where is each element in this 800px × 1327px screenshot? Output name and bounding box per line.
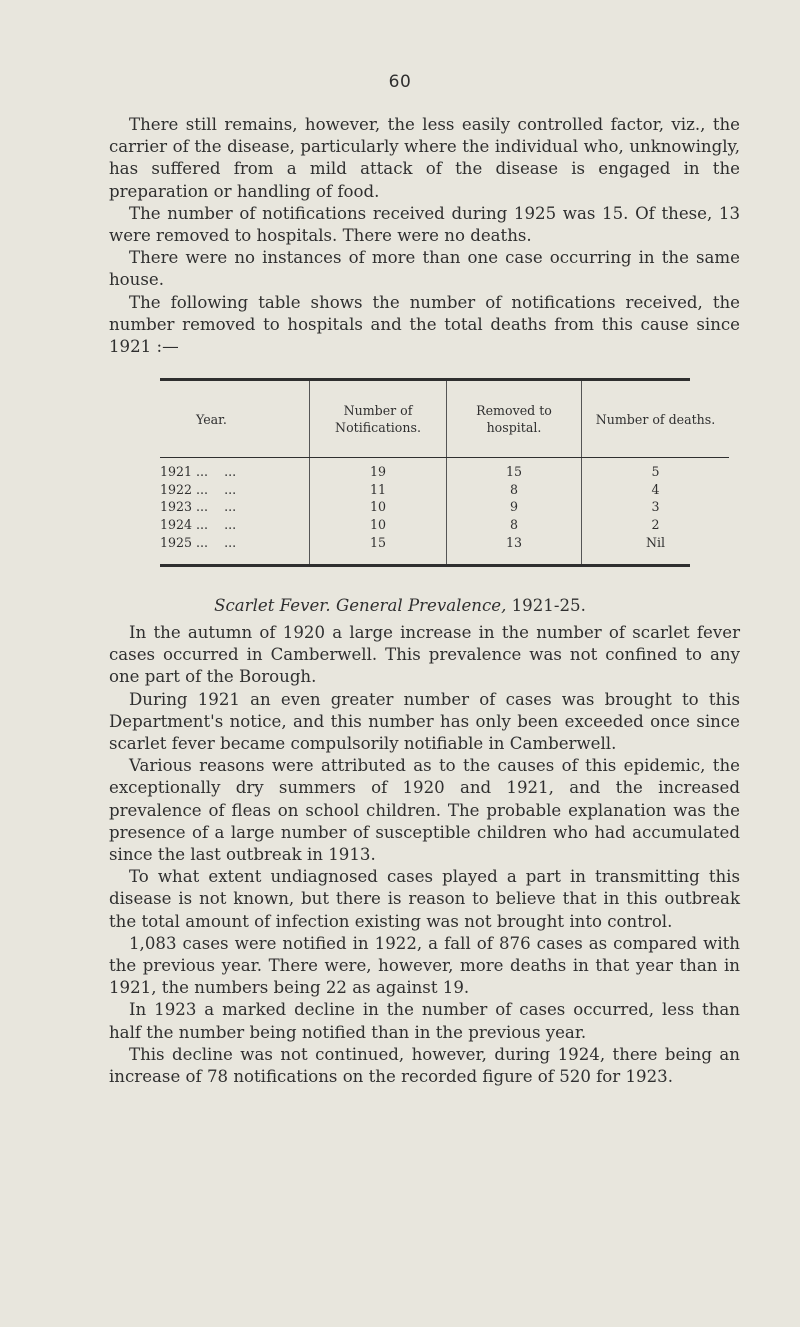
cell-year: 1923 ... ... bbox=[160, 498, 310, 516]
header-deaths: Number of deaths. bbox=[582, 381, 730, 458]
cell-notifications: 11 bbox=[310, 481, 447, 499]
cell-removed: 9 bbox=[447, 498, 582, 516]
paragraph: This decline was not continued, however, during 1924, there being an increase of 78 notifications on the recorded figure of 520 for 1923. bbox=[109, 1044, 740, 1087]
intro-text bbox=[109, 114, 740, 358]
cell-deaths: 2 bbox=[651, 517, 660, 533]
cell-deaths: 3 bbox=[651, 499, 660, 515]
table-row bbox=[160, 498, 729, 516]
section-heading-years: 1921-25. bbox=[506, 596, 586, 615]
paragraph: 1,083 cases were notified in 1922, a fall of 876 cases as compared with the previous year. There were, however, more deaths in that year than in 1921, the numbers being 22 as against 19. bbox=[109, 933, 740, 998]
cell-year: 1924 ... ... bbox=[160, 516, 310, 534]
paragraph: Various reasons were attributed as to the causes of this epidemic, the exceptionally dry summers of 1920 and 1921, and the increased prevalence of fleas on school children. The probable explanation was the presence of a large number of susceptible children who had accumulated since the last outbreak in 1913. bbox=[109, 756, 740, 865]
cell-removed: 8 bbox=[447, 481, 582, 499]
cell-deaths: 4 bbox=[651, 481, 660, 497]
cell-year: 1922 ... ... bbox=[160, 481, 310, 499]
cell-notifications: 10 bbox=[310, 498, 447, 516]
paragraph: In 1923 a marked decline in the number of cases occurred, less than half the number being notified than in the previous year. bbox=[109, 1000, 740, 1042]
header-year: Year. bbox=[160, 381, 310, 458]
cell-notifications: 15 bbox=[310, 534, 447, 552]
cell-deaths: 5 bbox=[651, 464, 660, 479]
section-heading-title: Scarlet Fever. General Prevalence, bbox=[214, 596, 507, 615]
cell-deaths: Nil bbox=[645, 534, 666, 550]
cell-removed: 15 bbox=[447, 458, 582, 481]
cell-removed: 8 bbox=[447, 516, 582, 534]
table-spacer-row bbox=[160, 552, 729, 564]
notifications-table bbox=[160, 378, 716, 567]
paragraph: During 1921 an even greater number of cases was brought to this Department's notice, and this number has only been exceeded once since scarlet fever became compulsorily notifiable in Camberwell. bbox=[109, 689, 740, 754]
body-text bbox=[109, 622, 740, 1088]
table-bottom-rule bbox=[160, 564, 690, 567]
table-row bbox=[160, 516, 729, 534]
table-row bbox=[160, 534, 729, 552]
paragraph: The number of notifications received during 1925 was 15. Of these, 13 were removed to hospitals. There were no deaths. bbox=[109, 203, 740, 246]
table-row bbox=[160, 458, 729, 481]
header-notifications: Number of Notifications. bbox=[310, 381, 447, 458]
cell-year: 1925 ... ... bbox=[160, 534, 310, 552]
paragraph: There were no instances of more than one case occurring in the same house. bbox=[109, 248, 740, 290]
section-heading bbox=[0, 596, 800, 615]
page-number: 60 bbox=[388, 72, 412, 92]
table-row bbox=[160, 481, 729, 499]
paragraph: To what extent undiagnosed cases played a part in transmitting this disease is not known, but there is reason to believe that in this outbreak the total amount of infection existing was not brought into control. bbox=[109, 867, 740, 931]
cell-year: 1921 ... ... bbox=[160, 458, 310, 481]
paragraph: In the autumn of 1920 a large increase in the number of scarlet fever cases occurred in Camberwell. This prevalence was not confined to any one part of the Borough. bbox=[109, 623, 740, 687]
header-removed: Removed to hospital. bbox=[447, 381, 582, 458]
stats-table bbox=[160, 381, 729, 564]
paragraph: The following table shows the number of notifications received, the number removed to hospitals and the total deaths from this cause since 1921 :— bbox=[109, 292, 740, 357]
cell-notifications: 10 bbox=[310, 516, 447, 534]
paragraph: There still remains, however, the less easily controlled factor, viz., the carrier of the disease, particularly where the individual who, unknowingly, has suffered from a mild attack of the disease is engaged in the preparation or handling of food. bbox=[109, 115, 740, 201]
cell-removed: 13 bbox=[447, 534, 582, 552]
table-header-row bbox=[160, 381, 729, 458]
cell-notifications: 19 bbox=[310, 458, 447, 481]
